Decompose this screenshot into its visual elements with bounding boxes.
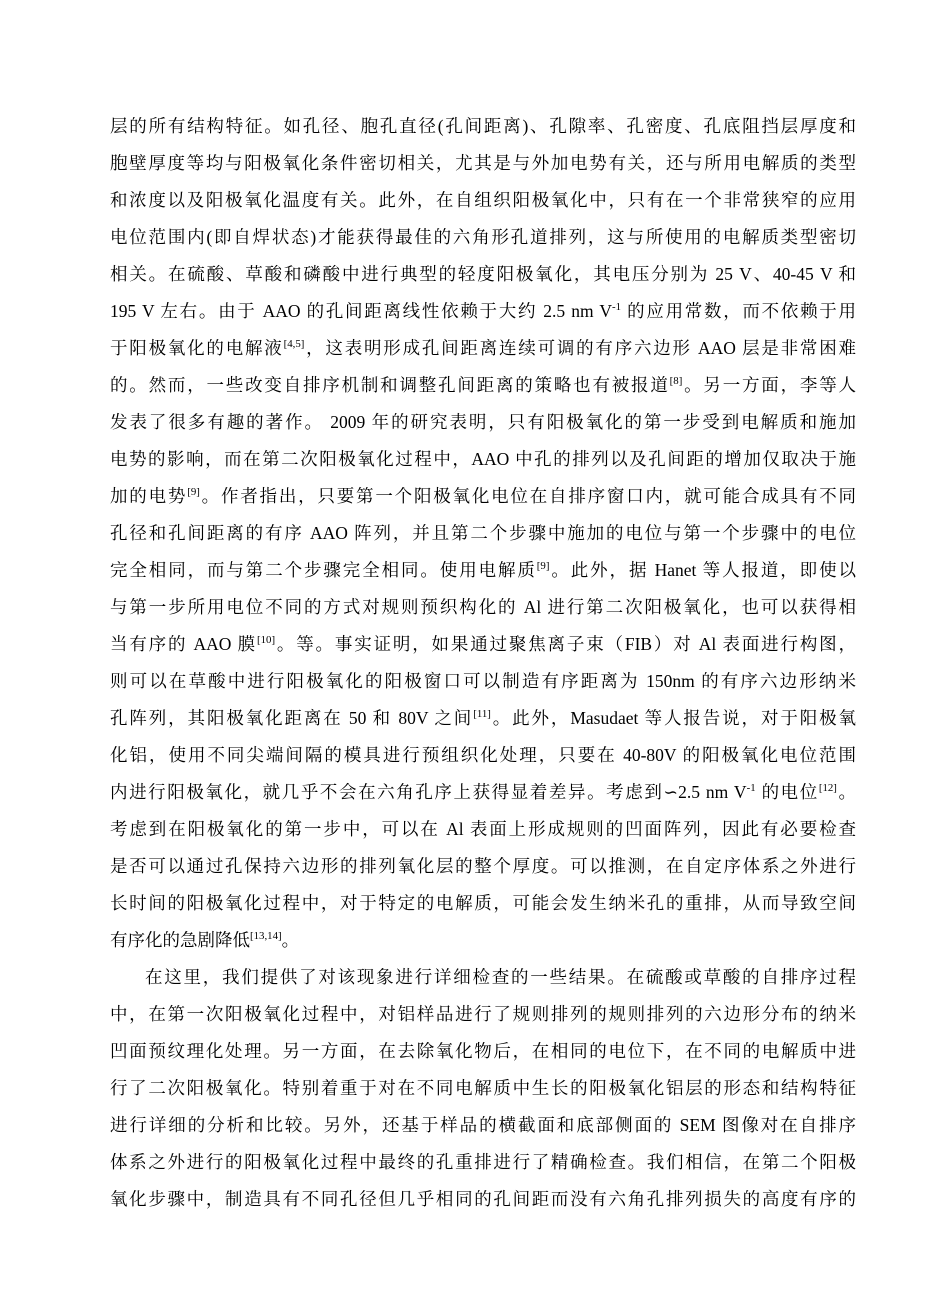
- text-line: 中，在第一次阳极氧化过程中，对铝样品进行了规则排列的规则排列的六边形分布的纳米: [110, 1004, 856, 1024]
- text-line: 和浓度以及阳极氧化温度有关。此外，在自组织阳极氧化中，只有在一个非常狭窄的应用: [110, 190, 856, 210]
- text-line: 相关。在硫酸、草酸和磷酸中进行典型的轻度阳极氧化，其电压分别为 25 V、40-45 V 和: [110, 264, 856, 284]
- superscript-reference: [9]: [187, 486, 200, 499]
- text-line: 电位范围内(即自焊状态)才能获得最佳的六角形孔道排列，这与所使用的电解质类型密切: [110, 227, 856, 247]
- text-line: 层的所有结构特征。如孔径、胞孔直径(孔间距离)、孔隙率、孔密度、孔底阻挡层厚度和: [110, 116, 856, 136]
- text-line: 孔径和孔间距离的有序 AAO 阵列，并且第二个步骤中施加的电位与第一个步骤中的电位: [110, 523, 856, 543]
- text-line: 是否可以通过孔保持六边形的排列氧化层的整个厚度。可以推测，在自定序体系之外进行: [110, 856, 856, 876]
- text-line: 的。然而，一些改变自排序机制和调整孔间距离的策略也有被报道[8]。另一方面，李等人: [110, 375, 856, 395]
- text-line: 胞壁厚度等均与阳极氧化条件密切相关，尤其是与外加电势有关，还与所用电解质的类型: [110, 153, 856, 173]
- text-line: 内进行阳极氧化，就几乎不会在六角孔序上获得显着差异。考虑到∽2.5 nm $V^{-1}$ 的电位[12]。: [110, 782, 856, 802]
- superscript-reference: [9]: [536, 560, 550, 573]
- paragraph: [110, 108, 856, 959]
- text-line: 则可以在草酸中进行阳极氧化的阳极窗口可以制造有序距离为 150nm 的有序六边形纳米: [110, 671, 856, 691]
- text-line: 化铝，使用不同尖端间隔的模具进行预组织化处理，只要在 40-80V 的阳极氧化电位范围: [110, 745, 856, 765]
- text-line: 体系之外进行的阳极氧化过程中最终的孔重排进行了精确检查。我们相信，在第二个阳极: [110, 1152, 856, 1172]
- text-line: 完全相同，而与第二个步骤完全相同。使用电解质[9]。此外，据 Hanet 等人报道，即使以: [110, 560, 856, 580]
- text-line: 考虑到在阳极氧化的第一步中，可以在 Al 表面上形成规则的凹面阵列，因此有必要检查: [110, 819, 856, 839]
- text-line: 当有序的 AAO 膜[10]。等。事实证明，如果通过聚焦离子束（FIB）对 Al 表面进行构图，: [110, 634, 856, 654]
- text-line: 加的电势[9]。作者指出，只要第一个阳极氧化电位在自排序窗口内，就可能合成具有不同: [110, 486, 856, 506]
- superscript-reference: -1: [612, 301, 622, 314]
- superscript-reference: [11]: [473, 708, 491, 721]
- text-line: 发表了很多有趣的著作。 2009 年的研究表明，只有阳极氧化的第一步受到电解质和施加: [110, 412, 856, 432]
- text-line: 孔阵列，其阳极氧化距离在 50 和 80V 之间[11]。此外，Masudaet 等人报告说，对于阳极氧: [110, 708, 856, 728]
- superscript-reference: [12]: [818, 782, 837, 795]
- superscript-reference: [4,5]: [283, 338, 305, 351]
- text-line: 氧化步骤中，制造具有不同孔径但几乎相同的孔间距而没有六角孔排列损失的高度有序的: [110, 1189, 856, 1209]
- text-line: 在这里，我们提供了对该现象进行详细检查的一些结果。在硫酸或草酸的自排序过程: [145, 967, 856, 987]
- text-line: 有序化的急剧降低[13,14]。: [110, 930, 300, 950]
- text-line: 凹面预纹理化处理。另一方面，在去除氧化物后，在相同的电位下，在不同的电解质中进: [110, 1041, 856, 1061]
- text-line: 长时间的阳极氧化过程中，对于特定的电解质，可能会发生纳米孔的重排，从而导致空间: [110, 893, 856, 913]
- superscript-reference: [13,14]: [250, 930, 282, 943]
- superscript-reference: [8]: [669, 375, 683, 388]
- superscript-reference: -1: [746, 782, 756, 795]
- text-line: 195 V 左右。由于 AAO 的孔间距离线性依赖于大约 2.5 nm $V^{-1}$ 的应用常数，而不依赖于用: [110, 301, 856, 321]
- text-line: 电势的影响，而在第二次阳极氧化过程中，AAO 中孔的排列以及孔间距的增加仅取决于施: [110, 449, 856, 469]
- text-line: 进行详细的分析和比较。另外，还基于样品的横截面和底部侧面的 SEM 图像对在自排序: [110, 1115, 856, 1135]
- paragraph: [110, 959, 856, 1218]
- text-line: 于阳极氧化的电解液[4,5]，这表明形成孔间距离连续可调的有序六边形 AAO 层是非常困难: [110, 338, 856, 358]
- superscript-reference: [10]: [256, 634, 276, 647]
- text-line: 与第一步所用电位不同的方式对规则预织构化的 Al 进行第二次阳极氧化，也可以获得相: [110, 597, 856, 617]
- text-line: 行了二次阳极氧化。特别着重于对在不同电解质中生长的阳极氧化铝层的形态和结构特征: [110, 1078, 856, 1098]
